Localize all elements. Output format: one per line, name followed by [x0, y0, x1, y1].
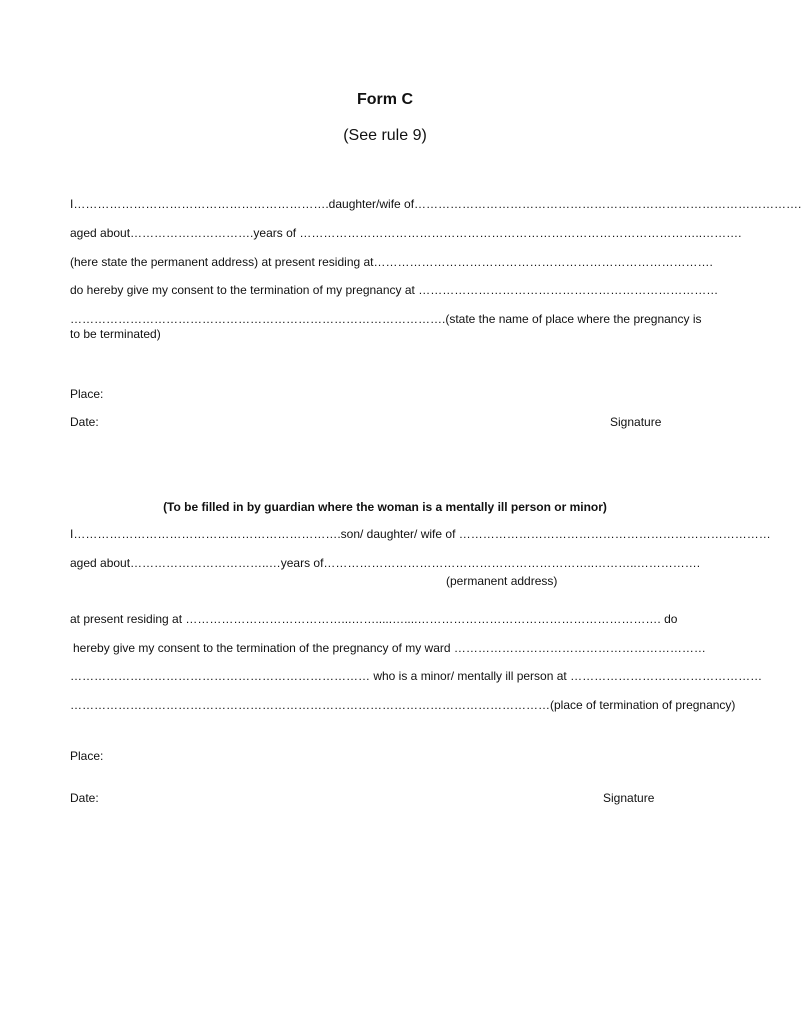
consent-line-address: (here state the permanent address) at present residing at…………………………………………………………………………. — [70, 255, 713, 269]
date-label: Date: — [70, 415, 99, 429]
guardian-signature-label: Signature — [603, 791, 655, 805]
guardian-line-residing: at present residing at …………………………………...…….....…....……………………………………………………. do — [70, 612, 678, 626]
guardian-line-place-of-termination: …………………………………………………………………………………………………………(place of termination of pregnancy) — [70, 698, 736, 712]
form-subtitle: (See rule 9) — [343, 127, 427, 144]
permanent-address-caption: (permanent address) — [446, 574, 558, 588]
place-label: Place: — [70, 387, 104, 401]
form-title: Form C — [357, 91, 413, 108]
consent-line-age: aged about………………………….years of ………………………………………………………………………………………..………. — [70, 226, 742, 240]
consent-line-name: I……………………………………………………….daughter/wife of……………………………………………………………………………………. — [70, 197, 801, 211]
guardian-line-consent: hereby give my consent to the termination of the pregnancy of my ward ……………………………………………………… — [73, 641, 706, 655]
consent-line-termination: do hereby give my consent to the termination of my pregnancy at ………………………………………………………………… — [70, 283, 719, 297]
guardian-date-label: Date: — [70, 791, 99, 805]
guardian-line-age: aged about……………………………..…years of…………………………………………………………..………..……………. — [70, 556, 701, 570]
guardian-place-label: Place: — [70, 749, 104, 763]
guardian-section-heading: (To be filled in by guardian where the woman is a mentally ill person or minor) — [163, 500, 607, 514]
guardian-line-ward: ………………………………………………………………… who is a minor/ mentally ill person at ………………………………………… — [70, 669, 763, 683]
guardian-line-name: I………………………………………………………….son/ daughter/ wife of …………………………………………………………………… — [70, 527, 771, 541]
consent-line-place-of-termination: ………………………………………………………………………………….(state the name of place where the pregnancy is to be terminated) — [70, 312, 702, 341]
signature-label: Signature — [610, 415, 662, 429]
